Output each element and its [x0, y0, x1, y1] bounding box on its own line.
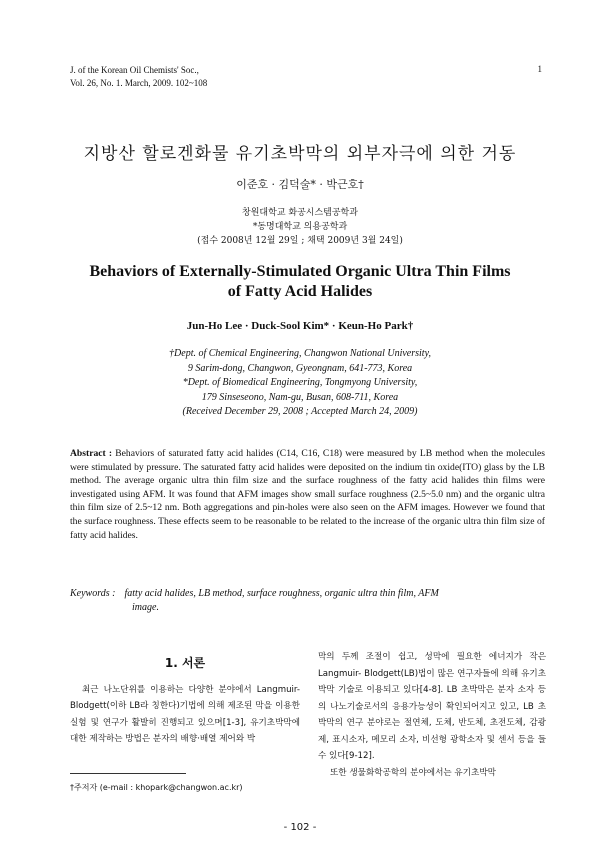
page-number-bottom: - 102 -: [283, 822, 317, 833]
korean-affiliations: [0, 206, 600, 248]
korean-affiliation-2: *동명대학교 의용공학과: [252, 222, 348, 232]
english-affiliation-1-address: 9 Sarim-dong, Changwon, Gyeongnam, 641-773, Korea: [187, 362, 413, 374]
body-paragraph-right-1: 막의 두께 조절이 쉽고, 성막에 필요한 에너지가 작은 Langmuir- Blodgett(LB)법이 많은 연구자들에 의해 유기초박막 기술로 이용되고 있다[4-8]. LB 초박막은 분자 소자 등의 나노기술로서의 응용가능성이 확인되어지고 있고, LB 초박막의 연구 분야로는 절연체, 도체, 반도체, 초전도체, 감광제, 표시소자, 메모리 소자, 비선형 광학소자 및 센서 등을 들 수 있다[9-12].: [318, 652, 546, 761]
korean-authors: 이준호 · 김덕술* · 박근호†: [236, 178, 364, 191]
korean-received-dates: (접수 2008년 12월 29일 ; 채택 2009년 3월 24일): [197, 236, 403, 246]
abstract-label: Abstract :: [70, 448, 113, 459]
english-received-dates: (Received December 29, 2008 ; Accepted March 24, 2009): [182, 406, 418, 417]
abstract: [70, 447, 545, 542]
english-title-line-1: Behaviors of Externally-Stimulated Organic Ultra Thin Films: [89, 263, 511, 280]
abstract-text: Behaviors of saturated fatty acid halides (C14, C16, C18) were measured by LB method when the molecules were stimulated by pressure. The saturated fatty acid halides were deposited on the indium tin oxide(ITO) glass by the LB method. The average organic ultra thin film size and the surface roughness of the fatty acid halides thin films were investigated using AFM. It was found that AFM images show small surface roughness (2.5~5.0 nm) and the organic ultra thin film size of 2.5~12 nm. Both aggregations and pin-holes were also seen on the AFM images. However we found that the surface roughness. These effects seem to be reasonable to be related to the increase of the organic ultra thin film size of fatty acid halides.: [70, 448, 545, 541]
english-affiliation-1: †Dept. of Chemical Engineering, Changwon National University,: [169, 348, 431, 359]
footnote-divider: [70, 773, 186, 774]
body-column-left: [70, 655, 300, 748]
english-affiliations: [0, 347, 600, 420]
footnote: †주저자 (e-mail : khopark@changwon.ac.kr): [70, 783, 243, 792]
body-column-right: [318, 649, 546, 781]
korean-title: 지방산 할로겐화물 유기초박막의 외부자극에 의한 거동: [83, 144, 517, 164]
english-title: [0, 262, 600, 302]
korean-affiliation-1: 창원대학교 화공시스템공학과: [242, 208, 358, 218]
english-title-line-2: of Fatty Acid Halides: [227, 283, 373, 300]
keywords-line-1: fatty acid halides, LB method, surface roughness, organic ultra thin film, AFM: [124, 588, 439, 599]
section-heading: 1. 서론: [164, 656, 206, 670]
english-affiliation-2: *Dept. of Biomedical Engineering, Tongmyong University,: [182, 377, 418, 388]
keywords: [70, 587, 545, 615]
page-number-top: 1: [537, 64, 542, 74]
english-affiliation-2-address: 179 Sinseseono, Nam-gu, Busan, 608-711, Korea: [201, 391, 399, 403]
journal-volume: Vol. 26, No. 1. March, 2009. 102~108: [70, 78, 208, 88]
keywords-line-2: image.: [132, 602, 159, 613]
keywords-label: Keywords :: [70, 588, 116, 599]
journal-name: J. of the Korean Oil Chemists' Soc.,: [70, 65, 199, 75]
journal-citation: [70, 64, 207, 90]
body-paragraph-right-2: 또한 생물화학공학의 분야에서는 유기초박막: [330, 767, 496, 778]
body-paragraph-left: 최근 나노단위를 이용하는 다양한 분야에서 Langmuir-Blodgett(이하 LB라 칭한다)기법에 의해 제조된 막을 이용한 실험 및 연구가 활발히 진행되고 있으며[1-3], 유기초박막에 대한 제작하는 방법은 분자의 배향·배열 제어와 박: [70, 684, 300, 744]
english-authors: Jun-Ho Lee · Duck-Sool Kim* · Keun-Ho Park†: [186, 320, 414, 332]
